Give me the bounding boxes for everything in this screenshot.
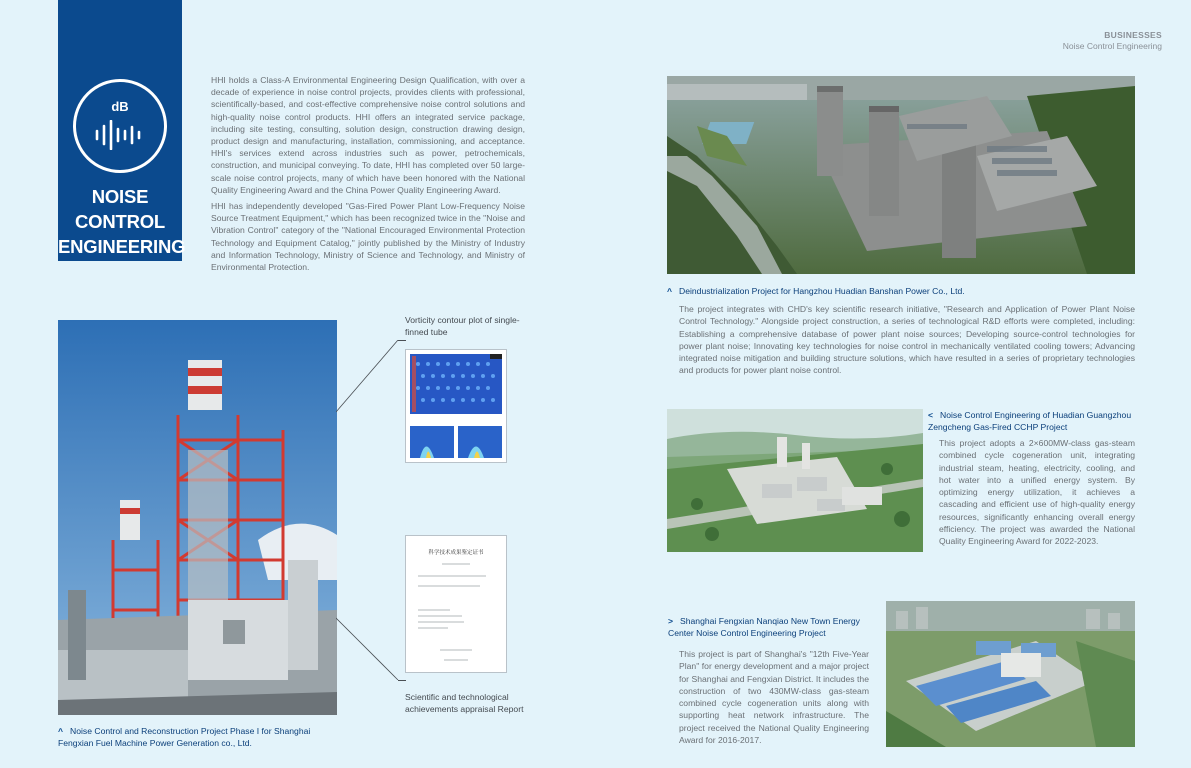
nanqiao-description: This project is part of Shanghai's "12th Five-Year Plan" for energy development and a major project for Shanghai and Fengxian District. It includes the construction of two 430MW-class gas-steam combined cycle cogeneration units along with supporting heat network infrastructure. The project received the National Quality Engineering Award for 2016-2017. <box>679 649 869 746</box>
fengxian-caption <box>58 725 348 749</box>
sound-wave-icon <box>94 120 146 150</box>
decibel-label: dB <box>111 99 129 114</box>
zengcheng-description: This project adopts a 2×600MW-class gas-steam combined cycle cogeneration unit, integrating industrial steam, heating, electricity, cooling, and hot water into a unified energy system. By optimizing energy utilization, it achieves a cascading and efficient use of high-quality energy resources, significantly enhancing overall energy efficiency. The project was awarded the National Quality Engineering Award for 2022-2023. <box>939 438 1135 547</box>
banshan-description: The project integrates with CHD's key scientific research initiative, "Research and Application of Power Plant Noise Control Technology." Alongside project construction, a series of technological R&D efforts were completed, including: Establishing a comprehensive database of power plant noise sources; Developing source-control technologies for power plant noise; Innovating key technologies for noise control in mechanically ventilated cooling towers; Advancing integrated noise mitigation and building structure solutions, which have resulted in a series of proprietary technologies and products for power plant noise control. <box>679 304 1135 376</box>
zengcheng-caption-text: Noise Control Engineering of Huadian Guangzhou Zengcheng Gas-Fired CCHP Project <box>928 410 1132 432</box>
nanqiao-caption-text: Shanghai Fengxian Nanqiao New Town Energy Center Noise Control Engineering Project <box>668 616 860 638</box>
certificate-label: Scientific and technological achievements appraisal Report <box>405 692 524 714</box>
title-line: ENGINEERING <box>58 236 186 257</box>
intro-paragraph: HHI holds a Class-A Environmental Engineering Design Qualification, with over a decade of experience in noise control projects, provides clients with professional, scientifically-based, and cost-effective comprehensive noise control solutions and high-quality noise control products. HHI offers an integrated service package, including site testing, consulting, solution design, construction drawing design, product design and manufacturing, installation, commissioning, and acceptance. HHI's services extend across industries such as power, petrochemicals, construction, and municipal conveying. To date, HHI has completed over 50 large-scale noise control projects, many of which have been honored with the National Quality Engineering Award and the China Power Quality Engineering Award. <box>211 75 525 195</box>
title-line: CONTROL <box>74 211 166 232</box>
title-block <box>58 0 186 261</box>
title-line: NOISE <box>91 186 149 207</box>
connector-tick <box>398 680 406 681</box>
fengxian-caption-text: Noise Control and Reconstruction Project Phase I for Shanghai Fengxian Fuel Machine Power Generation co., Ltd. <box>58 726 311 748</box>
connector-tick <box>398 340 406 341</box>
certificate-heading: 科学技术成果鉴定证书 <box>428 550 484 556</box>
chevron-right-icon: > <box>668 616 674 626</box>
connector-lines <box>336 340 406 680</box>
vorticity-label: Vorticity contour plot of single-finned tube <box>405 315 520 337</box>
chevron-left-icon: < <box>928 410 934 420</box>
fengxian-plant-photo <box>58 320 337 715</box>
chevron-up-icon: ^ <box>667 286 673 296</box>
section-label: BUSINESSES <box>1104 30 1162 40</box>
zengcheng-caption <box>928 409 1136 433</box>
page-title <box>58 184 186 259</box>
nanqiao-plant-photo <box>886 601 1135 747</box>
appraisal-certificate-figure <box>405 535 507 673</box>
vorticity-contour-figure <box>405 349 507 463</box>
banshan-caption-text: Deindustrialization Project for Hangzhou Huadian Banshan Power Co., Ltd. <box>679 286 965 296</box>
subsection-label: Noise Control Engineering <box>1062 41 1162 51</box>
chevron-up-icon: ^ <box>58 726 64 736</box>
decibel-icon <box>73 79 167 173</box>
banshan-plant-photo <box>667 76 1135 274</box>
zengcheng-plant-render <box>667 409 923 552</box>
intro-paragraph: HHI has independently developed "Gas-Fired Power Plant Low-Frequency Noise Source Treatment Equipment," which has been recognized twice in the "Noise and Vibration Control" category of the "National Encouraged Environmental Protection Technology and Equipment Catalog," jointly published by the Ministry of Industry and Information Technology, Ministry of Science and Technology, and Ministry of Environmental Protection. <box>211 201 525 273</box>
intro-text <box>211 74 525 277</box>
banshan-caption <box>667 285 1135 297</box>
nanqiao-caption <box>668 615 878 639</box>
